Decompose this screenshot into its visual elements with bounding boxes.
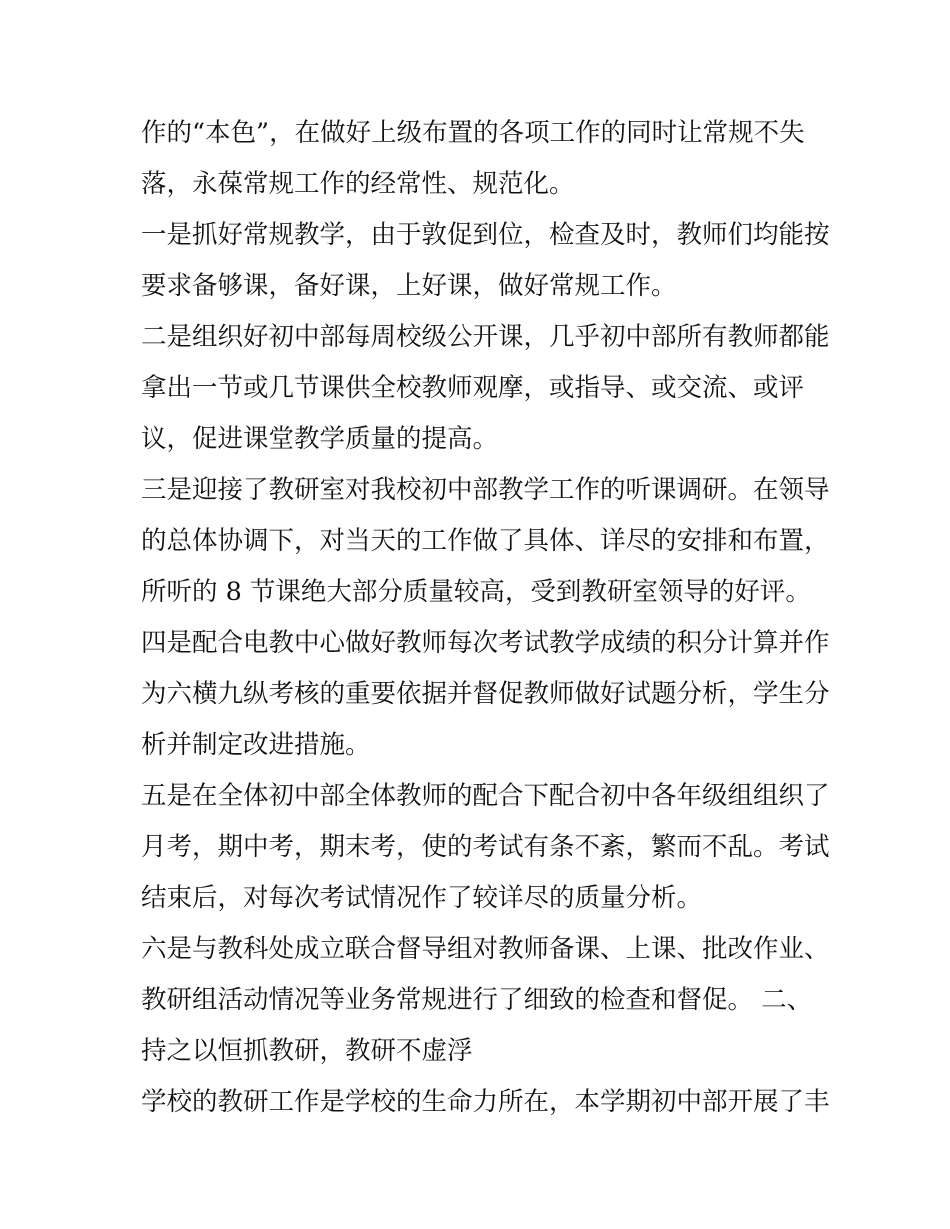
text-line: 持之以恒抓教研，教研不虚浮: [141, 1036, 473, 1066]
text-line: 要求备够课，备好课，上好课，做好常规工作。: [141, 271, 677, 301]
text-line: 拿出一节或几节课供全校教师观摩，或指导、或交流、或评: [141, 373, 805, 403]
text-line: 四是配合电教中心做好教师每次考试教学成绩的积分计算并作: [141, 628, 830, 658]
text-line: 教研组活动情况等业务常规进行了细致的检查和督促。 二、: [141, 985, 813, 1015]
text-line: 三是迎接了教研室对我校初中部教学工作的听课调研。在领导: [141, 475, 830, 505]
text-line: 的总体协调下，对当天的工作做了具体、详尽的安排和布置，: [141, 526, 830, 556]
text-line: 落，永葆常规工作的经常性、规范化。: [141, 169, 575, 199]
text-line: 所听的 8 节课绝大部分质量较高，受到教研室领导的好评。: [141, 577, 811, 607]
text-line: 五是在全体初中部全体教师的配合下配合初中各年级组组织了: [141, 781, 830, 811]
text-line: 作的“本色”，在做好上级布置的各项工作的同时让常规不失: [141, 118, 805, 148]
text-line: 六是与教科处成立联合督导组对教师备课、上课、批改作业、: [141, 934, 830, 964]
text-line: 学校的教研工作是学校的生命力所在，本学期初中部开展了丰: [141, 1087, 830, 1117]
text-line: 析并制定改进措施。: [141, 730, 371, 760]
body-text: [141, 108, 830, 1128]
text-line: 一是抓好常规教学，由于敦促到位，检查及时，教师们均能按: [141, 220, 830, 250]
text-line: 议，促进课堂教学质量的提高。: [141, 424, 499, 454]
text-line: 二是组织好初中部每周校级公开课，几乎初中部所有教师都能: [141, 322, 830, 352]
text-line: 月考，期中考，期末考，使的考试有条不紊，繁而不乱。考试: [141, 832, 830, 862]
text-line: 结束后，对每次考试情况作了较详尽的质量分析。: [141, 883, 703, 913]
text-line: 为六横九纵考核的重要依据并督促教师做好试题分析，学生分: [141, 679, 830, 709]
